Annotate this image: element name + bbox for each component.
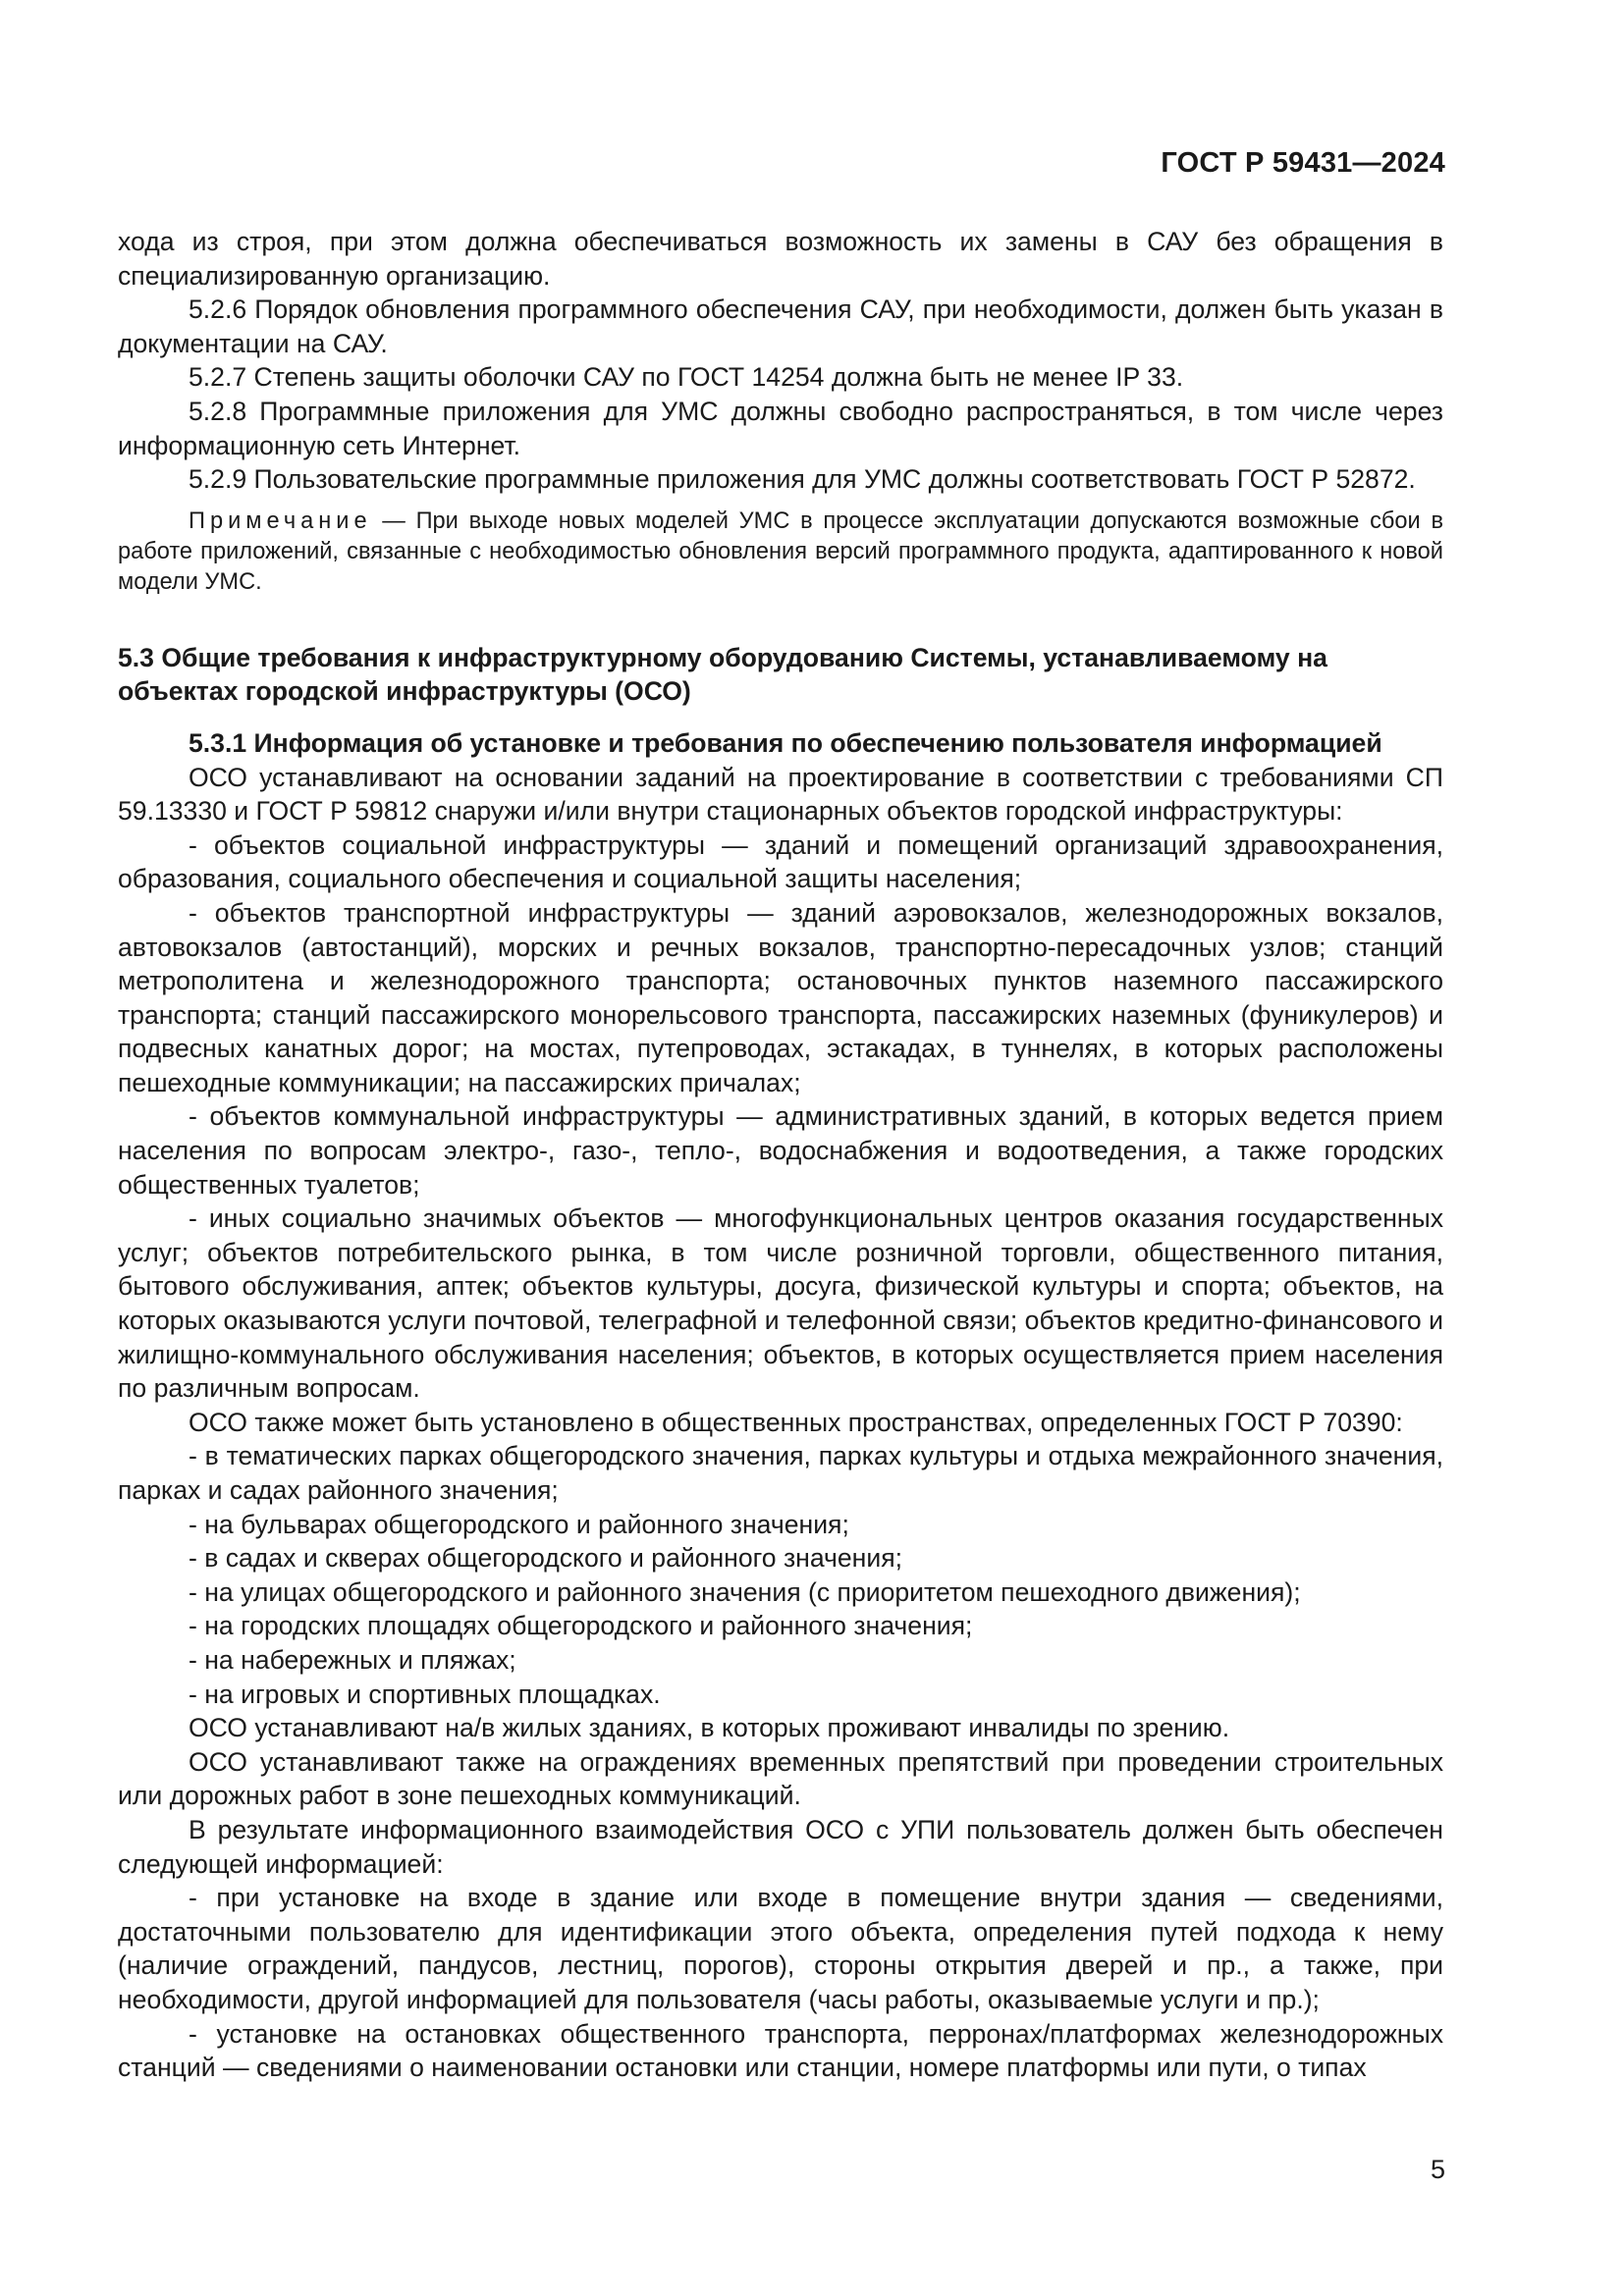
- list-item: - объектов транспортной инфраструктуры — зданий аэровокзалов, железнодорожных вокзалов, автовокзалов (автостанций), морских и речных вокзалов, транспортно-пересадочных узлов; станций метрополитена и железнодорожного транспорта; остановочных пунктов наземного пассажирского транспорта; станций пассажирского монорельсового транспорта, пассажирских наземных (фуникулеров) и подвесных канатных дорог; на мостах, путепроводах, эстакадах, в туннелях, в которых расположены пешеходные коммуникации; на пассажирских причалах;: [118, 897, 1443, 1097]
- list-item: - в садах и скверах общегородского и районного значения;: [189, 1543, 903, 1574]
- note-label: Примечание: [189, 507, 372, 534]
- list-item: - на городских площадях общегородского и районного значения;: [189, 1611, 973, 1641]
- list-item: - установке на остановках общественного транспорта, перронах/платформах железнодорожных станций — сведениями о наименовании остановки или станции, номере платформы или пути, о типах: [118, 2018, 1443, 2083]
- clause-5-2-6: 5.2.6 Порядок обновления программного обеспечения САУ, при необходимости, должен быть указан в документации на САУ.: [118, 294, 1443, 358]
- paragraph: ОСО устанавливают на/в жилых зданиях, в которых проживают инвалиды по зрению.: [189, 1713, 1230, 1743]
- list-item: - иных социально значимых объектов — многофункциональных центров оказания государственных услуг; объектов потребительского рынка, в том числе розничной торговли, общественного питания, бытового обслуживания, аптек; объектов культуры, досуга, физической культуры и спорта; объектов, на которых оказываются услуги почтовой, телеграфной и телефонной связи; объектов кредитно-финансового и жилищно-коммунального обслуживания населения; объектов, в которых осуществляется прием населения по различным вопросам.: [118, 1203, 1443, 1404]
- subsection-heading: 5.3.1 Информация об установке и требования по обеспечению пользователя информацией: [189, 727, 1382, 758]
- page-number: 5: [1430, 2155, 1445, 2184]
- list-item: - объектов социальной инфраструктуры — зданий и помещений организаций здравоохранения, образования, социального обеспечения и социальной защиты населения;: [118, 829, 1443, 894]
- list-item: - объектов коммунальной инфраструктуры — административных зданий, в которых ведется прием населения по вопросам электро-, газо-, тепло-, водоснабжения и водоотведения, а также городских общественных туалетов;: [118, 1101, 1443, 1200]
- document-body: [118, 225, 1443, 2085]
- note-text: — При выходе новых моделей УМС в процессе эксплуатации допускаются возможные сбои в работе приложений, связанные с необходимостью обновления версий программного продукта, адаптированного к новой модели УМС.: [118, 507, 1443, 595]
- list-item: - при установке на входе в здание или входе в помещение внутри здания — сведениями, достаточными пользователю для идентификации этого объекта, определения путей подхода к нему (наличие ограждений, пандусов, лестниц, порогов), стороны открытия дверей и пр., а также, при необходимости, другой информацией для пользователя (часы работы, оказываемые услуги и пр.);: [118, 1883, 1443, 2014]
- section-heading: 5.3 Общие требования к инфраструктурному оборудованию Системы, устанавливаемому на объектах городской инфраструктуры (ОСО): [118, 642, 1327, 707]
- paragraph: ОСО устанавливают также на ограждениях временных препятствий при проведении строительных или дорожных работ в зоне пешеходных коммуникаций.: [118, 1746, 1443, 1811]
- list-item: - на улицах общегородского и районного значения (с приоритетом пешеходного движения);: [189, 1576, 1301, 1607]
- paragraph: ОСО также может быть установлено в общественных пространствах, определенных ГОСТ Р 70390:: [189, 1407, 1403, 1437]
- clause-5-2-8: 5.2.8 Программные приложения для УМС должны свободно распространяться, в том числе через информационную сеть Интернет.: [118, 396, 1443, 460]
- paragraph: хода из строя, при этом должна обеспечиваться возможность их замены в САУ без обращения в специализированную организацию.: [118, 227, 1443, 291]
- paragraph: В результате информационного взаимодействия ОСО с УПИ пользователь должен быть обеспечен следующей информацией:: [118, 1814, 1443, 1879]
- list-item: - на игровых и спортивных площадках.: [189, 1679, 661, 1709]
- list-item: - на набережных и пляжах;: [189, 1644, 516, 1675]
- note: [118, 507, 1443, 598]
- paragraph: ОСО устанавливают на основании заданий на проектирование в соответствии с требованиями СП 59.13330 и ГОСТ Р 59812 снаружи и/или внутри стационарных объектов городской инфраструктуры:: [118, 762, 1443, 827]
- list-item: - на бульварах общегородского и районного значения;: [189, 1509, 849, 1539]
- clause-5-2-9: 5.2.9 Пользовательские программные приложения для УМС должны соответствовать ГОСТ Р 52872.: [189, 464, 1416, 495]
- list-item: - в тематических парках общегородского значения, парках культуры и отдыха межрайонного значения, парках и садах районного значения;: [118, 1441, 1443, 1505]
- document-header: ГОСТ Р 59431—2024: [1161, 147, 1445, 179]
- clause-5-2-7: 5.2.7 Степень защиты оболочки САУ по ГОСТ 14254 должна быть не менее IP 33.: [189, 362, 1184, 393]
